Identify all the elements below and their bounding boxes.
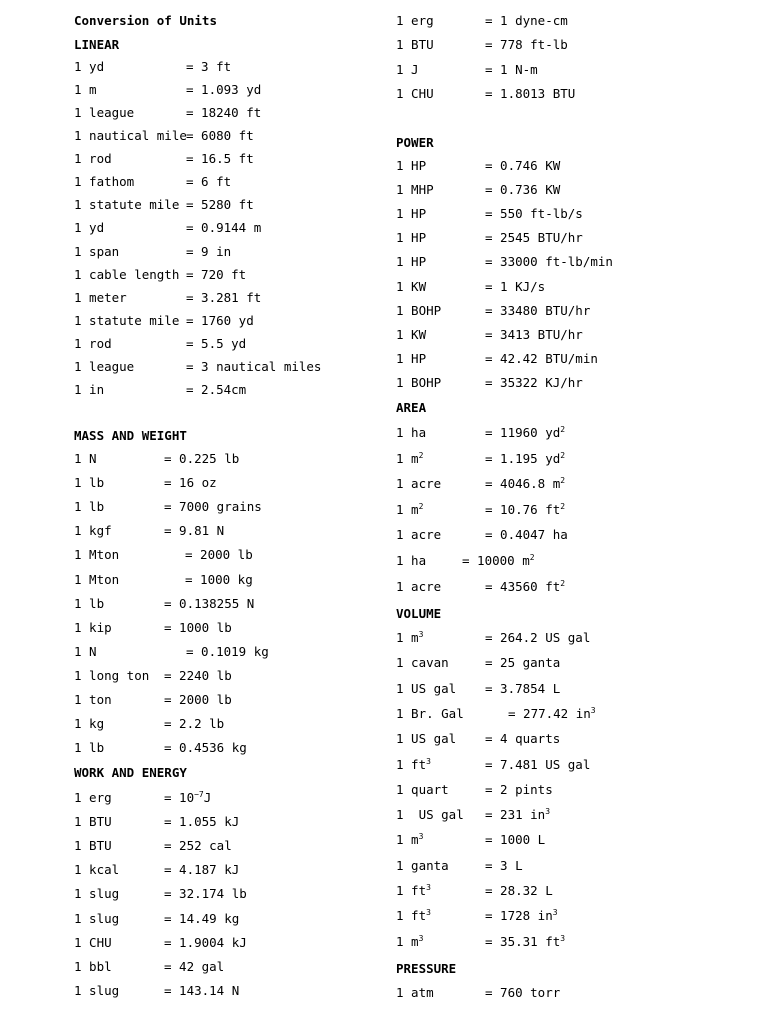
unit-from: 1 Br. Gal: [396, 706, 464, 721]
unit-from: 1 kgf: [74, 523, 112, 538]
unit-to: = 5.5 yd: [186, 336, 247, 351]
unit-from: 1 statute mile: [74, 313, 180, 328]
unit-from: 1 HP: [396, 230, 427, 245]
unit-to: = 10.76 $ft^2$: [485, 502, 566, 517]
section-heading-pressure: PRESSURE: [396, 961, 457, 976]
unit-from: 1 KW: [396, 279, 427, 294]
unit-to: = 18240 ft: [186, 105, 262, 120]
conversion-row: [396, 706, 596, 722]
conversion-row: [74, 475, 217, 491]
unit-from: 1 $m^2$: [396, 451, 424, 466]
unit-from: 1 US gal: [396, 731, 457, 746]
unit-from: 1 atm: [396, 985, 434, 1000]
unit-from: 1 $m^3$: [396, 934, 424, 949]
unit-to: = 3 ft: [186, 59, 232, 74]
unit-to: = 2.2 lb: [164, 716, 225, 731]
unit-from: 1 HP: [396, 206, 427, 221]
conversion-row: [396, 351, 598, 367]
unit-from: 1 rod: [74, 151, 112, 166]
unit-to: = 1760 yd: [186, 313, 254, 328]
unit-to: = 3.281 ft: [186, 290, 262, 305]
unit-to: = 2000 lb: [164, 692, 232, 707]
conversion-row: [74, 862, 240, 878]
unit-to: = 1000 kg: [185, 572, 253, 587]
unit-from: 1 US gal: [396, 681, 457, 696]
unit-from: 1 BTU: [74, 814, 112, 829]
conversion-row: [396, 553, 535, 569]
conversion-row: [396, 86, 576, 102]
unit-to: = 0.736 KW: [485, 182, 561, 197]
unit-to: = 3 L: [485, 858, 523, 873]
unit-from: 1 m: [74, 82, 97, 97]
unit-from: 1 rod: [74, 336, 112, 351]
unit-to: = 7.481 US gal: [485, 757, 591, 772]
unit-to: = 16 oz: [164, 475, 217, 490]
conversion-row: [396, 37, 568, 53]
conversion-row: [74, 814, 240, 830]
unit-to: = 2000 lb: [185, 547, 253, 562]
unit-to: = 0.9144 m: [186, 220, 262, 235]
unit-from: 1 cavan: [396, 655, 449, 670]
unit-to: = 35.31 $ft^3$: [485, 934, 566, 949]
unit-to: = 0.746 KW: [485, 158, 561, 173]
unit-to: = 1.195 $yd^2$: [485, 451, 566, 466]
unit-to: = 2.54cm: [186, 382, 247, 397]
unit-from: 1 $m^3$: [396, 832, 424, 847]
conversion-row: [396, 579, 566, 595]
conversion-row: [396, 327, 583, 343]
conversion-row: [396, 630, 591, 646]
unit-to: = 4.187 kJ: [164, 862, 240, 877]
unit-from: 1 $m^2$: [396, 502, 424, 517]
unit-to: = 1000 lb: [164, 620, 232, 635]
unit-to: = 264.2 US gal: [485, 630, 591, 645]
conversion-row: [74, 620, 232, 636]
unit-from: 1 lb: [74, 475, 105, 490]
unit-to: = 33480 BTU/hr: [485, 303, 591, 318]
conversion-row: [396, 476, 566, 492]
unit-to: = 778 ft-lb: [485, 37, 568, 52]
conversion-row: [74, 244, 232, 260]
unit-from: 1 acre: [396, 527, 442, 542]
unit-from: 1 Mton: [74, 547, 120, 562]
unit-from: 1 yd: [74, 220, 105, 235]
unit-from: 1 ha: [396, 553, 427, 568]
unit-to: = 277.42 $in^3$: [508, 706, 596, 721]
unit-from: 1 lb: [74, 499, 105, 514]
unit-from: 1 BTU: [396, 37, 434, 52]
unit-from: 1 in: [74, 382, 105, 397]
unit-from: 1 lb: [74, 740, 105, 755]
unit-to: = 1728 $in^3$: [485, 908, 558, 923]
unit-from: 1 erg: [396, 13, 434, 28]
conversion-row: [74, 174, 232, 190]
unit-to: = 9.81 N: [164, 523, 225, 538]
unit-from: 1 $ft^3$: [396, 883, 431, 898]
conversion-row: [74, 596, 255, 612]
conversion-row: [74, 499, 262, 515]
unit-from: 1 CHU: [74, 935, 112, 950]
unit-from: 1 lb: [74, 596, 105, 611]
conversion-row: [396, 375, 583, 391]
unit-from: 1 league: [74, 359, 135, 374]
unit-to: = 143.14 N: [164, 983, 240, 998]
conversion-row: [396, 908, 558, 924]
conversion-row: [396, 934, 566, 950]
conversion-row: [396, 832, 546, 848]
unit-to: = 4 quarts: [485, 731, 561, 746]
conversion-row: [74, 82, 262, 98]
unit-from: 1 ha: [396, 425, 427, 440]
conversion-row: [396, 182, 561, 198]
unit-from: 1 MHP: [396, 182, 434, 197]
unit-from: 1 bbl: [74, 959, 112, 974]
unit-from: 1 HP: [396, 158, 427, 173]
conversion-row: [396, 230, 583, 246]
unit-from: 1 KW: [396, 327, 427, 342]
unit-to: = 1000 L: [485, 832, 546, 847]
conversion-row: [396, 502, 566, 518]
conversion-row: [396, 757, 591, 773]
conversion-row: [396, 451, 566, 467]
unit-from: 1 N: [74, 644, 97, 659]
unit-to: = 760 torr: [485, 985, 561, 1000]
unit-from: 1 ton: [74, 692, 112, 707]
unit-to: = 2545 BTU/hr: [485, 230, 583, 245]
unit-to: = 32.174 lb: [164, 886, 247, 901]
conversion-row: [74, 59, 232, 75]
conversion-row: [74, 716, 225, 732]
unit-to: = 1 KJ/s: [485, 279, 546, 294]
conversion-row: [74, 668, 232, 684]
unit-from: 1 HP: [396, 254, 427, 269]
unit-to: = 1.093 yd: [186, 82, 262, 97]
unit-from: 1 acre: [396, 476, 442, 491]
unit-from: 1 $ft^3$: [396, 908, 431, 923]
section-heading-mass: MASS AND WEIGHT: [74, 428, 187, 443]
unit-to: = $10^{-7}J$: [164, 790, 212, 805]
unit-from: 1 kg: [74, 716, 105, 731]
unit-to: = 1.9004 kJ: [164, 935, 247, 950]
unit-to: = 42 gal: [164, 959, 225, 974]
section-heading-area: AREA: [396, 400, 427, 415]
conversion-row: [396, 655, 561, 671]
unit-to: = 1.8013 BTU: [485, 86, 576, 101]
unit-to: = 720 ft: [186, 267, 247, 282]
conversion-row: [396, 303, 591, 319]
section-heading-work: WORK AND ENERGY: [74, 765, 187, 780]
unit-to: = 0.1019 kg: [186, 644, 269, 659]
conversion-row: [74, 935, 247, 951]
unit-to: = 33000 ft-lb/min: [485, 254, 613, 269]
unit-from: 1 CHU: [396, 86, 434, 101]
unit-to: = 4046.8 $m^2$: [485, 476, 566, 491]
conversion-row: [74, 336, 247, 352]
unit-from: 1 fathom: [74, 174, 135, 189]
conversion-row: [396, 782, 553, 798]
section-heading-power: POWER: [396, 135, 434, 150]
unit-from: 1 acre: [396, 579, 442, 594]
unit-from: 1 nautical mile: [74, 128, 187, 143]
unit-from: 1 $m^3$: [396, 630, 424, 645]
conversion-row: [396, 858, 523, 874]
conversion-row: [74, 267, 247, 283]
unit-from: 1 yd: [74, 59, 105, 74]
unit-to: = 43560 $ft^2$: [485, 579, 566, 594]
unit-to: = 0.4536 kg: [164, 740, 247, 755]
unit-to: = 3.7854 L: [485, 681, 561, 696]
section-heading-linear: LINEAR: [74, 37, 120, 52]
unit-from: 1 slug: [74, 886, 120, 901]
unit-to: = 28.32 L: [485, 883, 553, 898]
unit-to: = 231 $in^3$: [485, 807, 551, 822]
unit-to: = 6 ft: [186, 174, 232, 189]
unit-to: = 25 ganta: [485, 655, 561, 670]
unit-to: = 9 in: [186, 244, 232, 259]
conversion-row: [74, 451, 240, 467]
unit-to: = 42.42 BTU/min: [485, 351, 598, 366]
unit-to: = 1 N-m: [485, 62, 538, 77]
unit-to: = 0.225 lb: [164, 451, 240, 466]
unit-from: 1 quart: [396, 782, 449, 797]
conversion-row: [74, 359, 322, 375]
conversion-row: [74, 290, 262, 306]
unit-from: 1 J: [396, 62, 419, 77]
conversion-row: [396, 985, 561, 1001]
page-title: Conversion of Units: [74, 13, 217, 28]
unit-to: = 3413 BTU/hr: [485, 327, 583, 342]
unit-from: 1 span: [74, 244, 120, 259]
conversion-row: [74, 959, 225, 975]
unit-from: 1 BOHP: [396, 303, 442, 318]
unit-to: = 6080 ft: [186, 128, 254, 143]
unit-from: 1 long ton: [74, 668, 150, 683]
conversion-row: [396, 158, 561, 174]
unit-from: 1 statute mile: [74, 197, 180, 212]
conversion-row: [74, 983, 240, 999]
conversion-row: [74, 740, 247, 756]
unit-to: = 11960 $yd^2$: [485, 425, 566, 440]
conversion-row: [74, 197, 254, 213]
conversion-row: [396, 13, 568, 29]
conversion-row: [74, 692, 232, 708]
unit-from: 1 erg: [74, 790, 112, 805]
conversion-row: [396, 279, 546, 295]
conversion-row: [74, 105, 262, 121]
unit-to: = 0.138255 N: [164, 596, 255, 611]
conversion-row: [74, 911, 240, 927]
conversion-row: [74, 838, 232, 854]
unit-from: 1 HP: [396, 351, 427, 366]
conversion-row: [74, 220, 262, 236]
unit-from: 1 meter: [74, 290, 127, 305]
unit-to: = 0.4047 ha: [485, 527, 568, 542]
conversion-row: [396, 681, 561, 697]
unit-to: = 1.055 kJ: [164, 814, 240, 829]
unit-from: 1 ganta: [396, 858, 449, 873]
unit-to: = 550 ft-lb/s: [485, 206, 583, 221]
conversion-row: [396, 807, 551, 823]
unit-to: = 2240 lb: [164, 668, 232, 683]
conversion-row: [396, 62, 538, 78]
conversion-row: [396, 883, 553, 899]
unit-to: = 1 dyne-cm: [485, 13, 568, 28]
unit-from: 1 $ft^3$: [396, 757, 431, 772]
unit-from: 1 US gal: [396, 807, 464, 822]
unit-from: 1 BOHP: [396, 375, 442, 390]
conversion-row: [74, 128, 254, 144]
unit-to: = 16.5 ft: [186, 151, 254, 166]
conversion-row: [396, 206, 583, 222]
unit-to: = 5280 ft: [186, 197, 254, 212]
unit-to: = 252 cal: [164, 838, 232, 853]
conversion-row: [396, 731, 561, 747]
unit-to: = 14.49 kg: [164, 911, 240, 926]
unit-from: 1 Mton: [74, 572, 120, 587]
unit-to: = 10000 $m^2$: [462, 553, 535, 568]
conversion-row: [74, 790, 212, 806]
unit-to: = 3 nautical miles: [186, 359, 322, 374]
conversion-row: [74, 886, 247, 902]
unit-from: 1 cable length: [74, 267, 180, 282]
conversion-row: [396, 527, 568, 543]
conversion-row: [74, 151, 254, 167]
unit-from: 1 kcal: [74, 862, 120, 877]
conversion-row: [74, 644, 269, 660]
unit-from: 1 N: [74, 451, 97, 466]
unit-from: 1 slug: [74, 983, 120, 998]
unit-from: 1 kip: [74, 620, 112, 635]
unit-to: = 2 pints: [485, 782, 553, 797]
conversion-row: [396, 254, 613, 270]
conversion-row: [396, 425, 566, 441]
unit-to: = 7000 grains: [164, 499, 262, 514]
conversion-row: [74, 523, 225, 539]
unit-from: 1 BTU: [74, 838, 112, 853]
conversion-row: [74, 313, 254, 329]
conversion-row: [74, 572, 253, 588]
conversion-row: [74, 382, 247, 398]
unit-to: = 35322 KJ/hr: [485, 375, 583, 390]
conversion-row: [74, 547, 253, 563]
section-heading-volume: VOLUME: [396, 606, 442, 621]
unit-from: 1 slug: [74, 911, 120, 926]
unit-from: 1 league: [74, 105, 135, 120]
